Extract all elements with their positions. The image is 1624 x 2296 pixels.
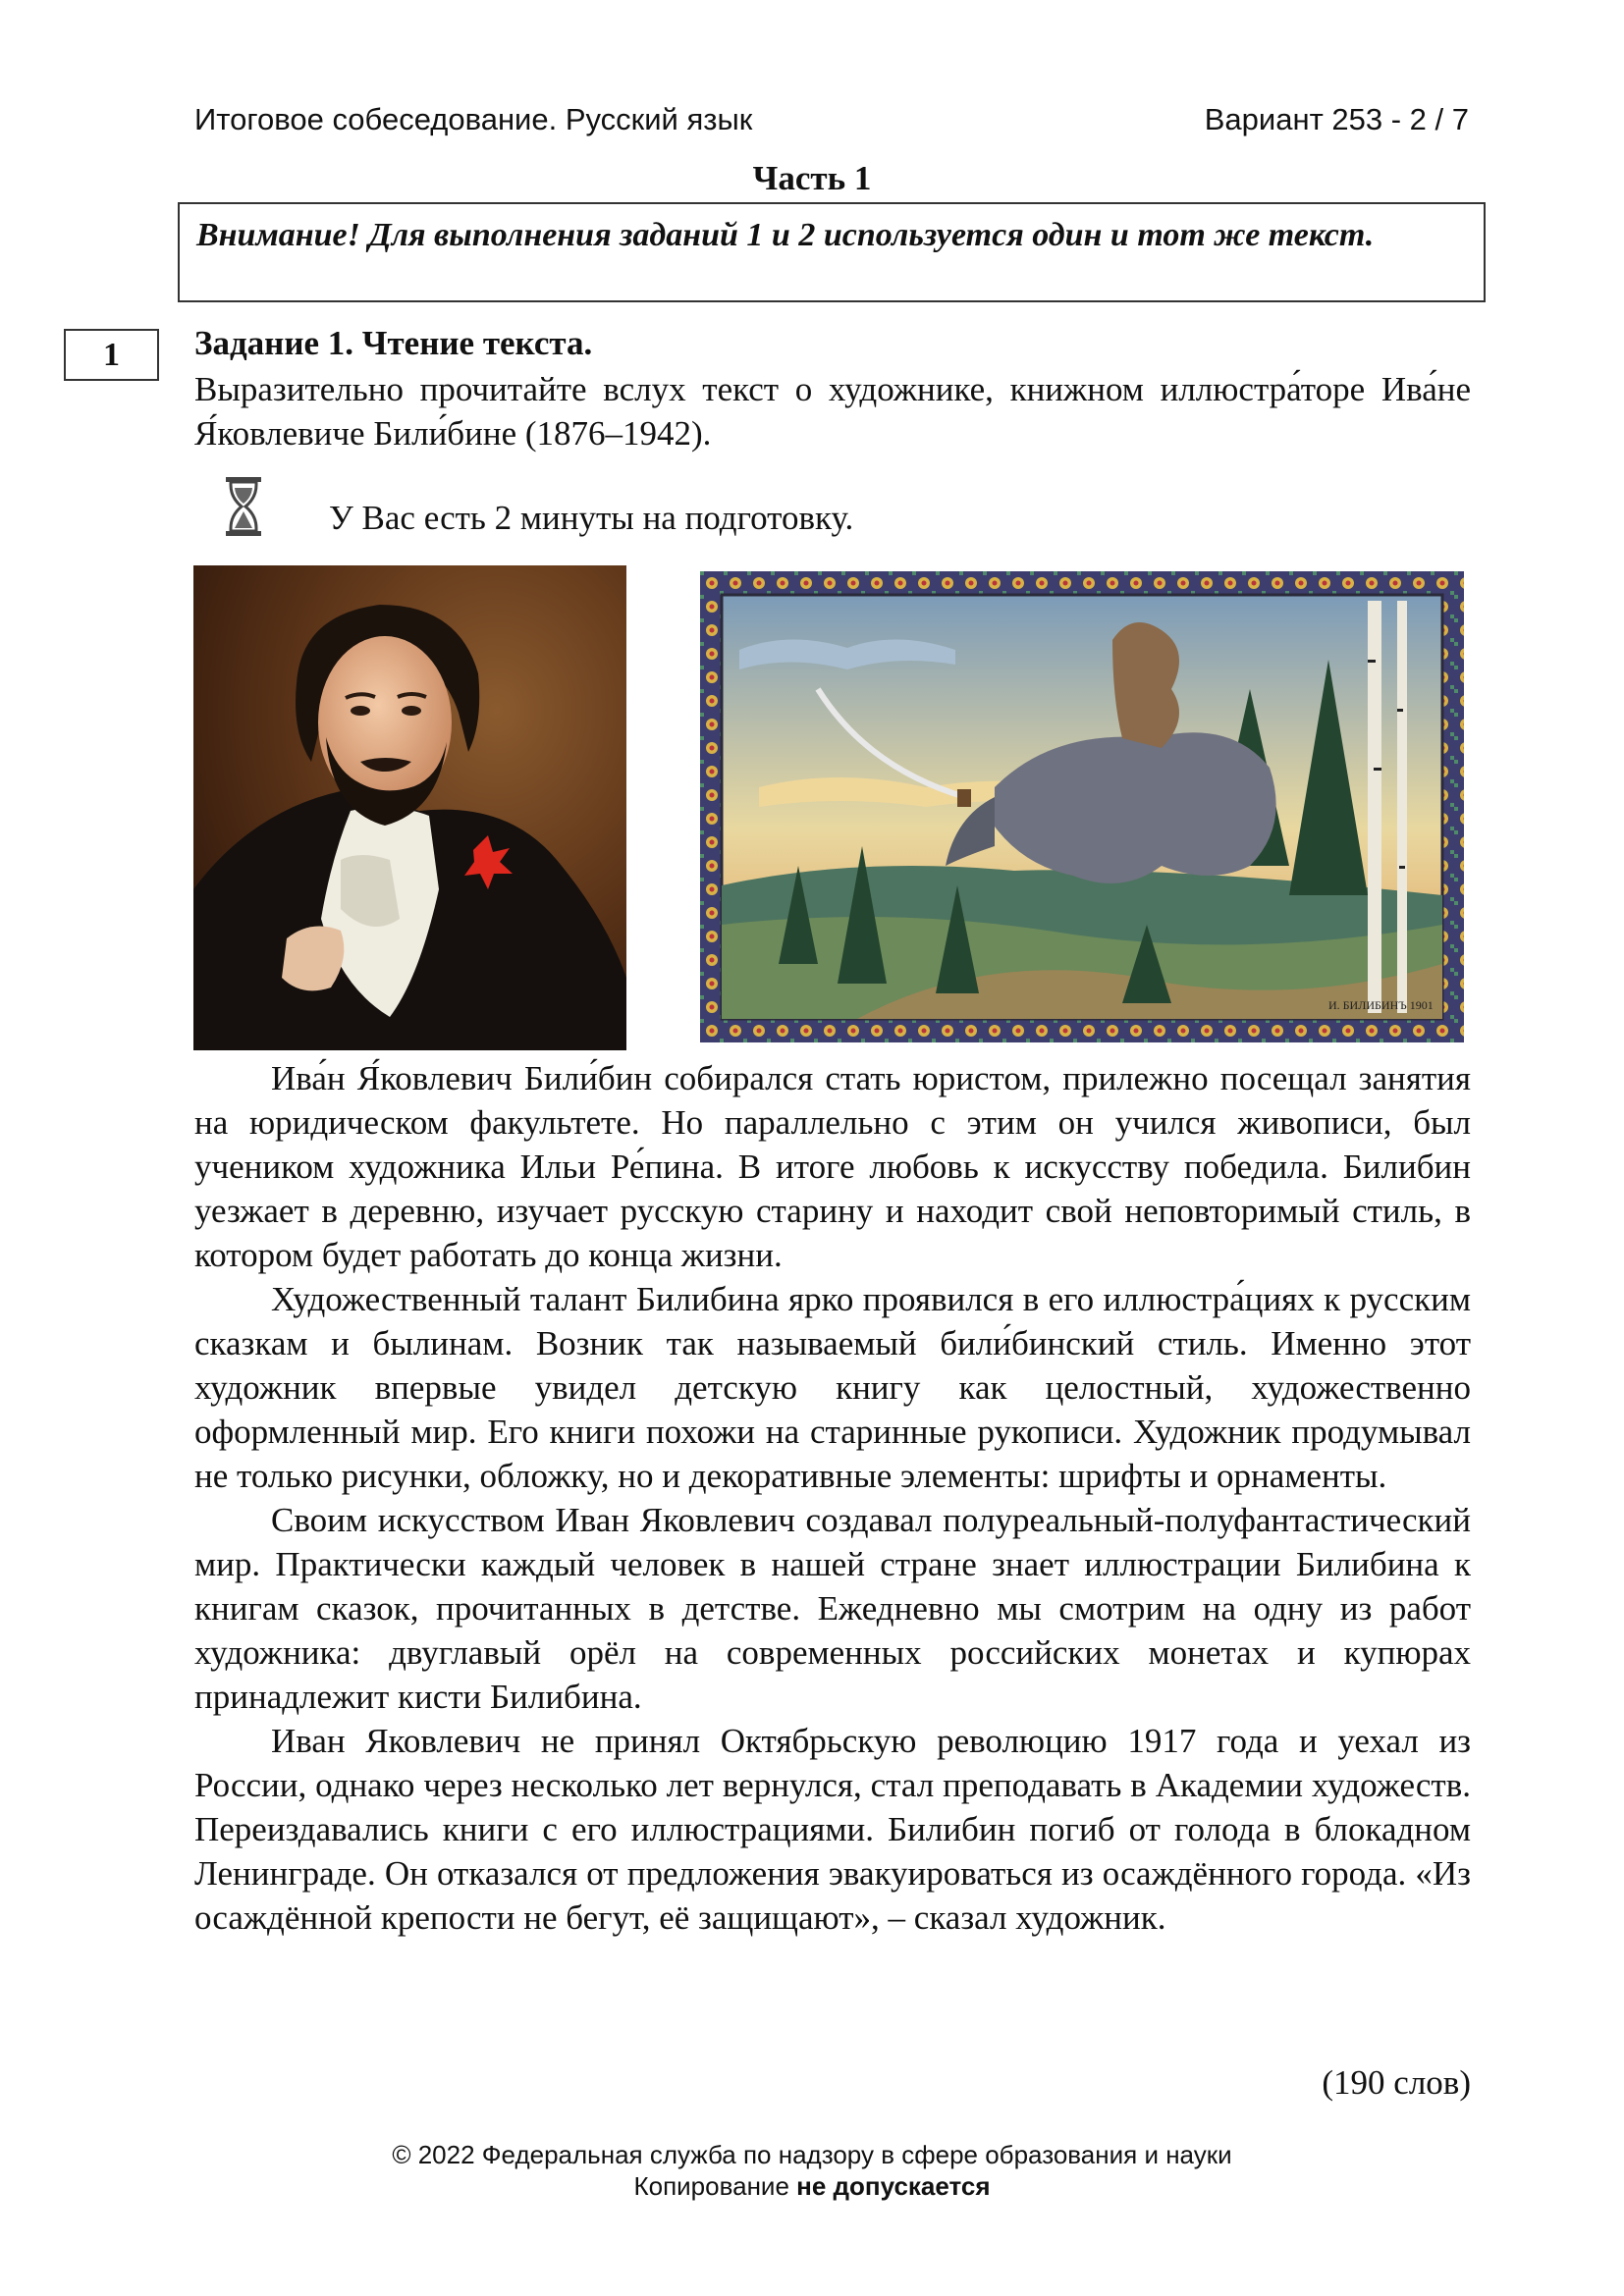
text-paragraph: Ива́н Я́ковлевич Били́бин собирался стать юристом, прилежно посещал занятия на юридическом факультете. Но параллельно с этим он учился живописи, был учеником художника Ильи Ре́пина. В итоге любовь к искусству победила. Билибин уезжает в деревню, изучает русскую старину и находит свой неповторимый стиль, в котором будет работать до конца жизни. [194, 1059, 1471, 1274]
footer-copy-notice [0, 2171, 1624, 2202]
part-title: Часть 1 [752, 159, 872, 197]
task-instruction: Выразительно прочитайте вслух текст о художнике, книжном иллюстра́торе Ива́не Я́ковлевиче Били́бине (1876–1942). [194, 370, 1471, 453]
word-count: (190 слов) [1322, 2063, 1471, 2102]
text-paragraph: Своим искусством Иван Яковлевич создавал полуреальный-полуфантастический мир. Практически каждый человек в нашей стране знает иллюстрации Билибина к книгам сказок, прочитанных в детстве. Ежедневно мы смотрим на одну из работ художника: двуглавый орёл на современных российских монетах и купюрах принадлежит кисти Билибина. [194, 1501, 1471, 1716]
attention-notice: Внимание! Для выполнения заданий 1 и 2 используется один и тот же текст. [178, 202, 1486, 302]
text-paragraph: Иван Яковлевич не принял Октябрьскую революцию 1917 года и уехал из России, однако через несколько лет вернулся, стал преподавать в Академии художеств. Переиздавались книги с его иллюстрациями. Билибин погиб от голода в блокадном Ленинграде. Он отказался от предложения эвакуироваться из осаждённого города. «Из осаждённой крепости не бегут, её защищают», – сказал художник. [194, 1722, 1471, 1937]
footer-copy-bold: не допускается [796, 2171, 991, 2201]
text-paragraph: Художественный талант Билибина ярко проявился в его иллюстра́циях к русским сказкам и былинам. Возник так называемый били́бинский стиль. Именно этот художник впервые увидел детскую книгу как целостный, художественно оформленный мир. Его книги похожи на старинные рукописи. Художник продумывал не только рисунки, обложку, но и декоративные элементы: шрифты и орнаменты. [194, 1280, 1471, 1495]
hourglass-icon [224, 476, 263, 537]
preparation-time-note: У Вас есть 2 минуты на подготовку. [329, 499, 854, 537]
fairy-tale-illustration [700, 571, 1464, 1042]
footer-copyright: © 2022 Федеральная служба по надзору в сфере образования и науки [392, 2140, 1232, 2169]
header-variant-page: Вариант 253 - 2 / 7 [1204, 102, 1469, 136]
task-title: Задание 1. Чтение текста. [194, 324, 593, 362]
footer-copy-prefix: Копирование [633, 2171, 789, 2201]
illustration-signature: И. БИЛИБИНЪ 1901 [1328, 998, 1434, 1012]
header-subject: Итоговое собеседование. Русский язык [194, 102, 753, 136]
reading-text [194, 1056, 1471, 1940]
task-number-badge: 1 [64, 329, 159, 381]
portrait-painting [193, 565, 626, 1050]
